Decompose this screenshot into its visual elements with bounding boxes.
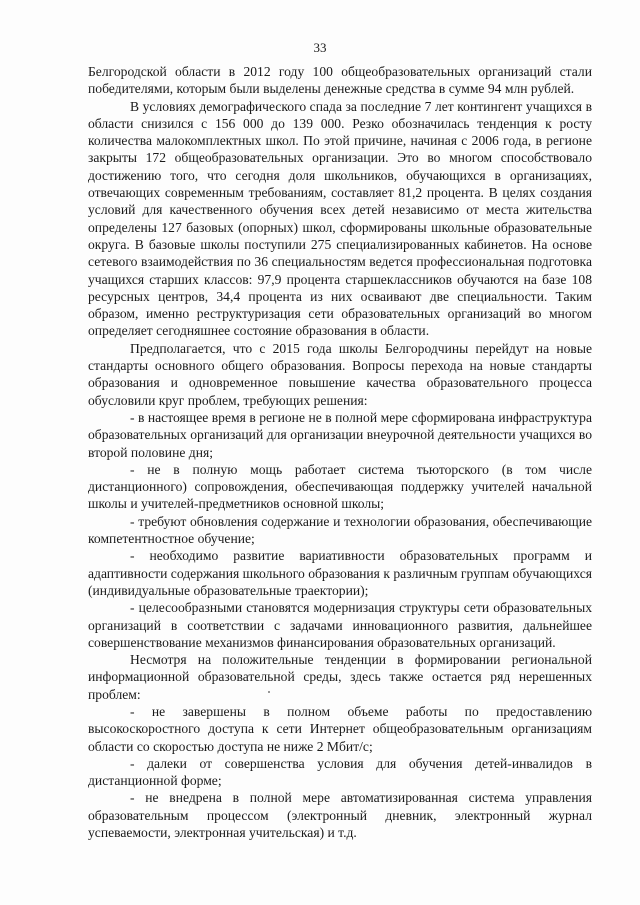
list-item-automation: - не внедрена в полной мере автоматизированная система управления образовательным процессом (электронный дневник, электронный журнал успеваемости, электронная учительская) и т.д.: [88, 790, 592, 841]
list-item-content-update: - требуют обновления содержание и технологии образования, обеспечивающие компетентностное обучение;: [88, 513, 592, 547]
paragraph-demographics: В условиях демографического спада за последние 7 лет контингент учащихся в области снизился с 156 000 до 139 000. Резко обозначилась тенденция к росту количества малокомплектных школ. По этой причине, начиная с 2006 года, в регионе закрыты 172 общеобразовательных организации. Это во многом способствовало достижению того, что сегодня доля школьников, обучающихся в организациях, отвечающих современным требованиям, составляет 81,2 процента. В целях создания условий для качественного обучения всех детей независимо от места жительства определены 127 базовых (опорных) школ, сформированы школьные образовательные округа. В базовые школы поступили 275 специализированных кабинетов. На основе сетевого взаимодействия по 36 специальностям ведется профессиональная подготовка учащихся старших классов: 97,9 процента старшеклассников обучаются на базе 108 ресурсных центров, 34,4 процента из них осваивают две специальности. Таким образом, именно реструктуризация сети образовательных организаций во многом определяет сегодняшнее состояние образования в области.: [88, 98, 592, 339]
list-item-modernization: - целесообразными становятся модернизация структуры сети образовательных организаций в соответствии с задачами инновационного развития, дальнейшее совершенствование механизмов финансирования образовательных организаций.: [88, 600, 592, 650]
scan-speck: [268, 691, 270, 693]
paragraph-continuation: Белгородской области в 2012 году 100 общеобразовательных организаций стали победителями, которым были выделены денежные средства в сумме 94 млн рублей.: [88, 64, 592, 97]
body-text: [88, 63, 592, 841]
page-number: 33: [313, 40, 327, 55]
list-item-variability: - необходимо развитие вариативности образовательных программ и адаптивности содержания школьного образования к различным группам обучающихся (индивидуальные образовательные траектории);: [88, 548, 592, 598]
paragraph-info-environment: Несмотря на положительные тенденции в формировании региональной информационной образовательной среды, здесь также остается ряд нерешенных проблем:: [88, 652, 592, 702]
list-item-internet-access: - не завершены в полном объеме работы по предоставлению высокоскоростного доступа к сети Интернет общеобразовательным организациям области со скоростью доступа не ниже 2 Мбит/с;: [88, 703, 592, 754]
list-item-infrastructure: - в настоящее время в регионе не в полной мере сформирована инфраструктура образовательных организаций для организации внеурочной деятельности учащихся во второй половине дня;: [88, 409, 592, 460]
list-item-tutoring: - не в полную мощь работает система тьюторского (в том числе дистанционного) сопровождения, обеспечивающая поддержку учителей начальной школы и учителей-предметников основной школы;: [88, 461, 592, 512]
list-item-disabled-children: - далеки от совершенства условия для обучения детей-инвалидов в дистанционной форме;: [88, 755, 592, 789]
paragraph-standards-intro: Предполагается, что с 2015 года школы Белгородчины перейдут на новые стандарты основного общего образования. Вопросы перехода на новые стандарты образования и одновременное повышение качества образовательного процесса обусловили круг проблем, требующих решения:: [88, 340, 592, 408]
